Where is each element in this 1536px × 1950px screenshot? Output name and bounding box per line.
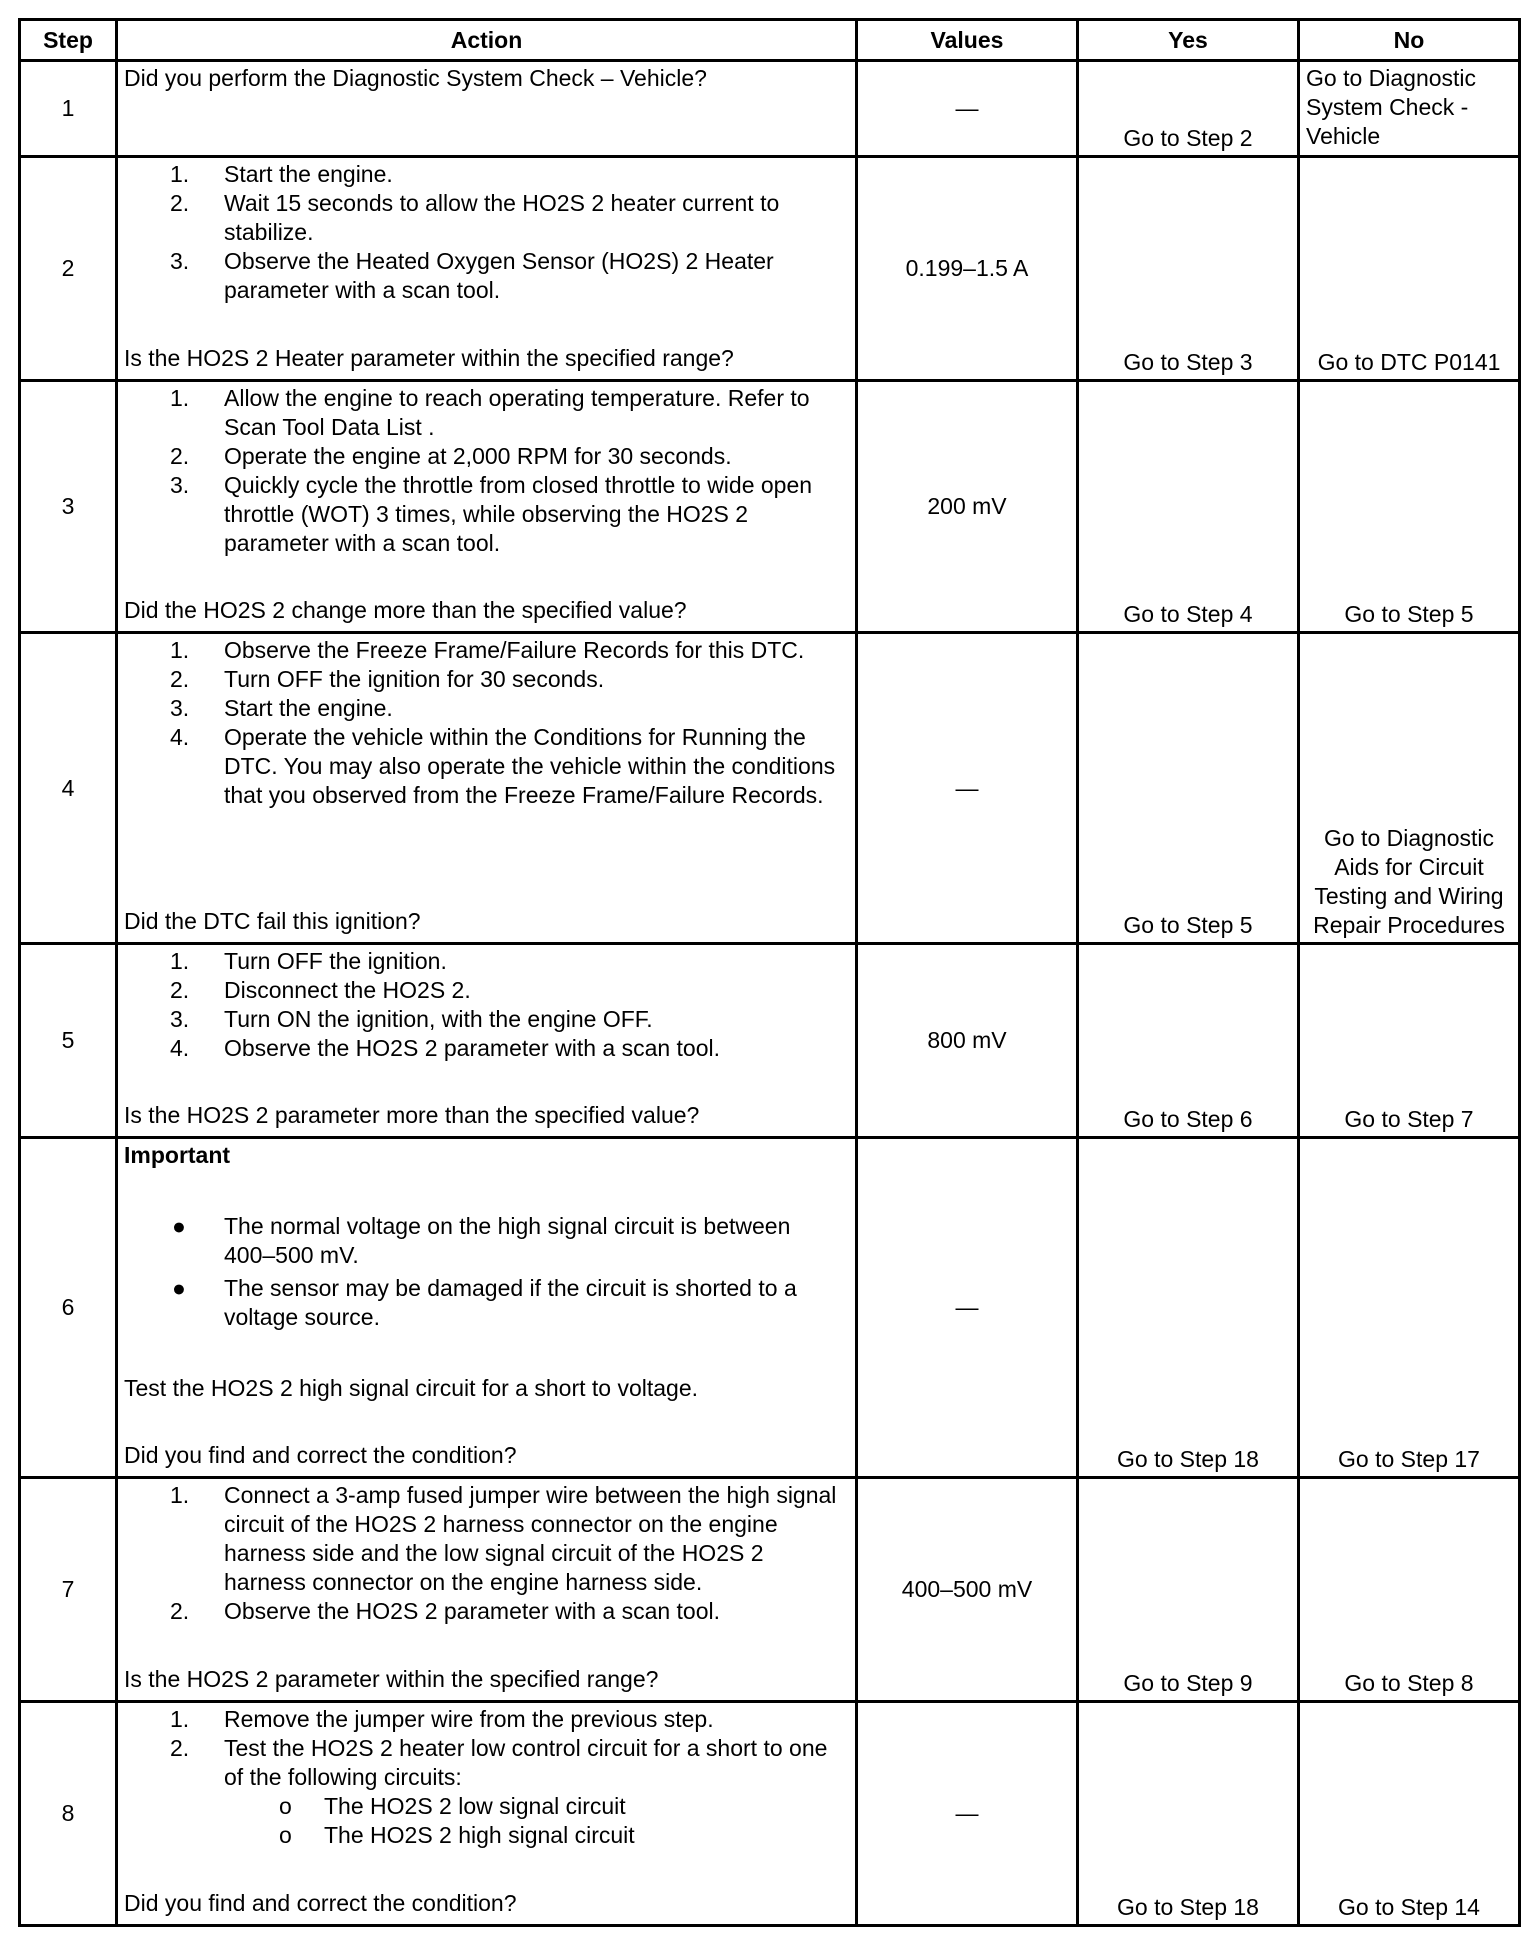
table-row [20, 157, 1520, 381]
list-item: 2. Test the HO2S 2 heater low control circuit for a short to one of the following circuits: [170, 1735, 828, 1790]
header-step: Step [20, 20, 117, 61]
list-item: 2. Operate the engine at 2,000 RPM for 30 seconds. [170, 443, 732, 469]
table-row [20, 1138, 1520, 1478]
action-question: Did you find and correct the condition? [124, 1890, 517, 1916]
yes-cell [1078, 1138, 1299, 1478]
yes-cell [1078, 1478, 1299, 1702]
list-item: 3. Turn ON the ignition, with the engine OFF. [170, 1006, 653, 1032]
no-link[interactable]: Go to Step 14 [1338, 1894, 1480, 1920]
action-steps [124, 947, 847, 1063]
values-cell: — [857, 1138, 1078, 1478]
no-cell [1299, 1702, 1520, 1926]
header-row [20, 20, 1520, 61]
step-number: 3 [20, 381, 117, 633]
action-question: Did the HO2S 2 change more than the specified value? [124, 597, 687, 623]
header-yes: Yes [1078, 20, 1299, 61]
yes-link[interactable]: Go to Step 6 [1123, 1106, 1253, 1132]
list-item: 3. Observe the Heated Oxygen Sensor (HO2S) 2 Heater parameter with a scan tool. [170, 248, 774, 303]
header-values: Values [857, 20, 1078, 61]
no-cell [1299, 381, 1520, 633]
no-link[interactable]: Go to DTC P0141 [1317, 349, 1501, 375]
table-row [20, 1702, 1520, 1926]
no-link[interactable]: Go to Step 8 [1344, 1670, 1474, 1696]
no-link[interactable]: Go to Diagnostic Aids for Circuit Testing and Wiring Repair Procedures [1313, 825, 1505, 938]
no-link[interactable]: Go to Diagnostic System Check - Vehicle [1306, 65, 1477, 149]
important-heading: Important [124, 1142, 231, 1168]
table-row [20, 381, 1520, 633]
action-steps [124, 160, 847, 305]
list-item: 4. Observe the HO2S 2 parameter with a scan tool. [170, 1035, 721, 1061]
no-link[interactable]: Go to Step 5 [1344, 601, 1474, 627]
no-cell [1299, 633, 1520, 944]
yes-cell [1078, 61, 1299, 157]
values-cell: — [857, 1702, 1078, 1926]
step-number: 8 [20, 1702, 117, 1926]
list-item: ● The normal voltage on the high signal circuit is between 400–500 mV. [172, 1213, 791, 1268]
values-cell: 0.199–1.5 A [857, 157, 1078, 381]
list-item: o The HO2S 2 low signal circuit [279, 1793, 626, 1819]
action-cell [117, 61, 857, 157]
action-question: Did the DTC fail this ignition? [124, 908, 421, 934]
list-item: 1. Remove the jumper wire from the previous step. [170, 1706, 714, 1732]
table-row [20, 1478, 1520, 1702]
header-no: No [1299, 20, 1520, 61]
table-row [20, 61, 1520, 157]
important-bullets [124, 1212, 847, 1332]
list-item: 1. Observe the Freeze Frame/Failure Records for this DTC. [170, 637, 805, 663]
no-cell [1299, 1138, 1520, 1478]
list-item: 1. Connect a 3-amp fused jumper wire between the high signal circuit of the HO2S 2 harness connector on the engine harness side and the low signal circuit of the HO2S 2 harness connector on the engine harness side. [170, 1482, 837, 1595]
yes-cell [1078, 381, 1299, 633]
action-cell [117, 157, 857, 381]
list-item: o The HO2S 2 high signal circuit [279, 1822, 635, 1848]
list-item: 3. Quickly cycle the throttle from closed throttle to wide open throttle (WOT) 3 times, while observing the HO2S 2 parameter with a scan tool. [170, 472, 813, 556]
list-item: 2. Wait 15 seconds to allow the HO2S 2 heater current to stabilize. [170, 190, 780, 245]
action-question: Is the HO2S 2 Heater parameter within the specified range? [124, 345, 734, 371]
yes-cell [1078, 1702, 1299, 1926]
action-steps [124, 384, 847, 558]
values-cell: 200 mV [857, 381, 1078, 633]
list-item: 1. Start the engine. [170, 161, 393, 187]
values-cell: — [857, 61, 1078, 157]
action-steps [124, 1705, 847, 1850]
action-cell [117, 1138, 857, 1478]
list-item: 4. Operate the vehicle within the Conditions for Running the DTC. You may also operate the vehicle within the conditions that you observed from the Freeze Frame/Failure Records. [170, 724, 836, 808]
step-number: 7 [20, 1478, 117, 1702]
action-cell [117, 381, 857, 633]
values-cell: — [857, 633, 1078, 944]
action-cell [117, 633, 857, 944]
step-number: 4 [20, 633, 117, 944]
values-cell: 400–500 mV [857, 1478, 1078, 1702]
list-item: ● The sensor may be damaged if the circuit is shorted to a voltage source. [172, 1275, 797, 1330]
action-steps [124, 1481, 847, 1626]
step-number: 1 [20, 61, 117, 157]
yes-link[interactable]: Go to Step 2 [1123, 125, 1253, 151]
action-question: Did you perform the Diagnostic System Check – Vehicle? [124, 65, 707, 91]
no-cell [1299, 1478, 1520, 1702]
yes-link[interactable]: Go to Step 18 [1117, 1894, 1259, 1920]
diagnostic-table-document [18, 18, 1518, 1927]
step-number: 5 [20, 944, 117, 1138]
yes-link[interactable]: Go to Step 4 [1123, 601, 1253, 627]
list-item: 2. Disconnect the HO2S 2. [170, 977, 471, 1003]
list-item: 2. Observe the HO2S 2 parameter with a scan tool. [170, 1598, 721, 1624]
yes-link[interactable]: Go to Step 9 [1123, 1670, 1253, 1696]
header-action: Action [117, 20, 857, 61]
yes-link[interactable]: Go to Step 5 [1123, 912, 1253, 938]
step-number: 6 [20, 1138, 117, 1478]
action-question: Did you find and correct the condition? [124, 1442, 517, 1468]
table-row [20, 633, 1520, 944]
no-link[interactable]: Go to Step 17 [1338, 1446, 1480, 1472]
table-row [20, 944, 1520, 1138]
action-steps [124, 636, 847, 810]
list-item: 3. Start the engine. [170, 695, 393, 721]
no-cell [1299, 157, 1520, 381]
yes-cell [1078, 633, 1299, 944]
action-cell [117, 944, 857, 1138]
action-cell [117, 1702, 857, 1926]
no-cell [1299, 61, 1520, 157]
list-item: 1. Turn OFF the ignition. [170, 948, 447, 974]
action-question: Is the HO2S 2 parameter more than the specified value? [124, 1102, 700, 1128]
list-item: 1. Allow the engine to reach operating temperature. Refer to Scan Tool Data List . [170, 385, 810, 440]
list-item: 2. Turn OFF the ignition for 30 seconds. [170, 666, 605, 692]
yes-cell [1078, 157, 1299, 381]
step-number: 2 [20, 157, 117, 381]
no-link[interactable]: Go to Step 7 [1344, 1106, 1474, 1132]
yes-link[interactable]: Go to Step 18 [1117, 1446, 1259, 1472]
diagnostic-table [18, 18, 1521, 1927]
yes-link[interactable]: Go to Step 3 [1123, 349, 1253, 375]
action-question: Is the HO2S 2 parameter within the specified range? [124, 1666, 659, 1692]
values-cell: 800 mV [857, 944, 1078, 1138]
no-cell [1299, 944, 1520, 1138]
action-instruction: Test the HO2S 2 high signal circuit for a short to voltage. [124, 1375, 699, 1401]
action-cell [117, 1478, 857, 1702]
yes-cell [1078, 944, 1299, 1138]
